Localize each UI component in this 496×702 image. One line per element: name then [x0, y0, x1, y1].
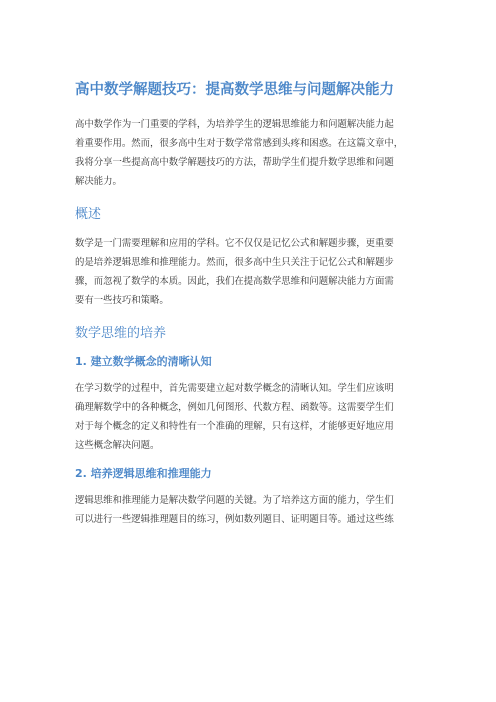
overview-line: 要有一些技巧和策略。: [75, 295, 169, 306]
subsection-2-line: 逻辑思维和推理能力是解决数学问题的关键。为了培养这方面的能力，学生们: [75, 495, 394, 506]
subsection-1-paragraph: [75, 379, 435, 455]
intro-line: 着重要作用。然而，很多高中生对于数学常常感到头疼和困惑。在这篇文章中，: [75, 138, 404, 149]
subsection-2-paragraph: [75, 491, 435, 529]
overview-line: 骤，而忽视了数学的本质。因此，我们在提高数学思维和问题解决能力方面需: [75, 276, 394, 287]
subsection-1-line: 对于每个概念的定义和特性有一个准确的理解，只有这样，才能够更好地应用: [75, 421, 394, 432]
overview-line: 的是培养逻辑思维和推理能力。然而，很多高中生只关注于记忆公式和解题步: [75, 257, 394, 268]
subsection-1-line: 确理解数学中的各种概念，例如几何图形、代数方程、函数等。这需要学生们: [75, 402, 394, 413]
overview-heading: 概述: [75, 207, 102, 222]
subsection-1-line: 在学习数学的过程中，首先需要建立起对数学概念的清晰认知。学生们应该明: [75, 383, 394, 394]
intro-paragraph: [75, 115, 435, 191]
section-heading: 数学思维的培养: [75, 326, 167, 341]
subsection-1-line: 这些概念解决问题。: [75, 440, 160, 451]
document-title: 高中数学解题技巧：提高数学思维与问题解决能力: [75, 82, 394, 98]
intro-line: 高中数学作为一门重要的学科，为培养学生的逻辑思维能力和问题解决能力起: [75, 119, 394, 130]
overview-paragraph: [75, 234, 435, 310]
subsection-heading-2: 2. 培养逻辑思维和推理能力: [75, 467, 212, 480]
document-content: [75, 80, 435, 529]
subsection-2-line: 可以进行一些逻辑推理题目的练习，例如数列题目、证明题目等。通过这些练: [75, 514, 394, 525]
overview-line: 数学是一门需要理解和应用的学科。它不仅仅是记忆公式和解题步骤，更重要: [75, 238, 394, 249]
intro-line: 我将分享一些提高高中数学解题技巧的方法，帮助学生们提升数学思维和问题: [75, 157, 394, 168]
subsection-heading-1: 1. 建立数学概念的清晰认知: [75, 355, 212, 368]
intro-line: 解决能力。: [75, 176, 122, 187]
